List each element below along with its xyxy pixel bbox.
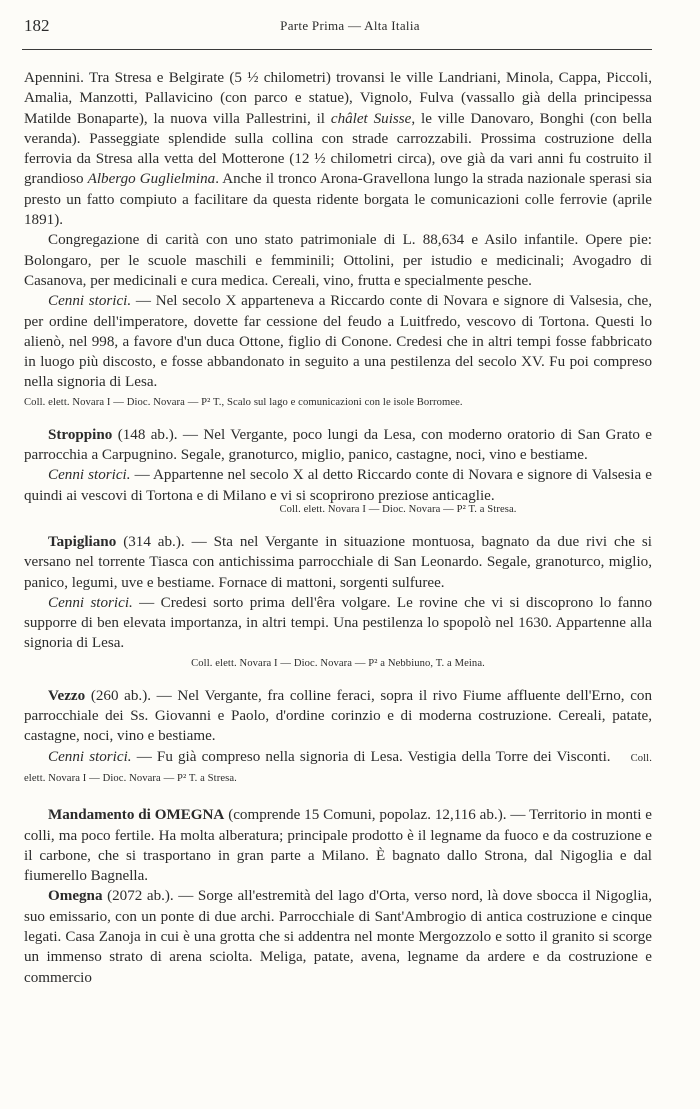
page-body	[24, 68, 652, 988]
tapigliano-entry: Tapigliano (314 ab.). — Sta nel Vergante in situazione montuosa, bagnato da due rivi che si versano nel torrente Tiasca con antichissima parrocchiale di San Leonardo. Segale, granoturco, miglio, panico, legumi, uve e bestiame. Fornace di mattoni, sorgenti sulfuree.	[24, 533, 652, 591]
stroppino-note: Coll. elett. Novara I — Dioc. Novara — P² T. a Stresa.	[279, 503, 517, 515]
vezzo-entry: Vezzo (260 ab.). — Nel Vergante, fra colline feraci, sopra il rivo Fiume affluente dell'Erno, con parrocchiale dei Ss. Giovanni e Paolo, d'ordine corinzio e di moderna costruzione. Cereali, patate, castagne, noci, vino e bestiame.	[24, 687, 652, 745]
stroppino-history: Cenni storici. — Appartenne nel secolo X al detto Riccardo conte di Novara e signore di Valsesia e quindi ai vescovi di Tortona e di Milano e vi si scoprirono preziose anticaglie.	[24, 467, 652, 504]
stresa-history: Cenni storici. — Nel secolo X apparteneva a Riccardo conte di Novara e signore di Valsesia, che, per ordine dell'imperatore, dovette far cessione del feudo a Luitfredo, vescovo di Tortona. Questi lo alienò, nel 998, a favore d'un duca Ottone, figlio di Conone. Credesi che in altri tempi fosse fabbricato in luogo più discosto, e fosse abbandonato in seguito a una pestilenza del secolo XV. Fu poi compreso nella signoria di Lesa.	[24, 293, 652, 391]
tapigliano-history: Cenni storici. — Credesi sorto prima dell'êra volgare. Le rovine che vi si discoprono lo fanno supporre di ben elevata importanza, in altri tempi. Una pestilenza lo spopolò nel 1630. Appartenne alla signoria di Lesa.	[24, 594, 652, 652]
page-header	[24, 0, 652, 38]
header-rule	[22, 49, 652, 50]
stresa-paragraph-1: Apennini. Tra Stresa e Belgirate (5 ½ chilometri) trovansi le ville Landriani, Minola, Cappa, Piccoli, Amalia, Manzotti, Pallavicino (con parco e statue), Vignolo, Fulva (vassallo già della principessa Matilde Bonaparte), la nuova villa Pallestrini, il châlet Suisse, le ville Danovaro, Bonghi (con bella veranda). Passeggiate splendide sulla collina con strade carrozzabili. Prossima costruzione della ferrovia da Stresa alla vetta del Motterone (12 ½ chilometri circa), ove già da vari anni fu costruito il grandioso Albergo Guglielmina. Anche il tronco Arona-Gravellona lungo la strada nazionale sperasi sia presto un fatto compiuto a facilitare da questa ridente borgata le comunicazioni colle ferrovie (aprile 1891).	[24, 70, 652, 229]
tapigliano-note: Coll. elett. Novara I — Dioc. Novara — P² a Nebbiuno, T. a Meina.	[191, 657, 485, 669]
omegna-entry: Omegna (2072 ab.). — Sorge all'estremità del lago d'Orta, verso nord, là dove sbocca il Nigoglia, suo emissario, con un ponte di due archi. Parrocchiale di Sant'Ambrogio di antica costruzione e cinque legati. Casa Zanoja in cui è una grotta che si addentra nel monte Mergozzolo e sotto il granito si scorge un immenso strato di arena sciolta. Meliga, patate, avena, legname da ardere e da costruzione e commercio	[24, 888, 652, 986]
stresa-note: Coll. elett. Novara I — Dioc. Novara — P² T., Scalo sul lago e comunicazioni con le isole Borromee.	[24, 396, 463, 408]
omegna-mandamento: Mandamento di OMEGNA (comprende 15 Comuni, popolaz. 12,116 ab.). — Territorio in monti e colli, ma poco fertile. Ha molta alberatura; principale prodotto è il legname da fuoco e da costruzione e il carbone, che si trasportano in gran parte a Milano. È bagnato dallo Strona, dal Nigoglia e dal fiumerello Bagnella.	[24, 807, 652, 885]
stresa-paragraph-2: Congregazione di carità con uno stato patrimoniale di L. 88,634 e Asilo infantile. Opere pie: Bolongaro, per le scuole maschili e femminili; Ottolini, per istudio e medicinali; Avogadro di Casanova, per medicinali e cura medica. Cereali, vino, frutta e specialmente pesche.	[24, 232, 652, 289]
page-number: 182	[24, 16, 50, 35]
vezzo-history: Cenni storici. — Fu già compreso nella signoria di Lesa. Vestigia della Torre dei Visconti. Coll. elett. Novara I — Dioc. Novara — P² T. a Stresa.	[24, 748, 652, 784]
stroppino-entry: Stroppino (148 ab.). — Nel Vergante, poco lungi da Lesa, con moderno oratorio di San Grato e parrocchia a Carpugnino. Segale, granoturco, miglio, panico, castagne, noci, vino e bestiame.	[24, 426, 652, 464]
vezzo-note: Coll. elett. Novara I — Dioc. Novara — P² T. a Stresa.	[24, 752, 652, 784]
running-title: Parte Prima — Alta Italia	[280, 18, 420, 33]
